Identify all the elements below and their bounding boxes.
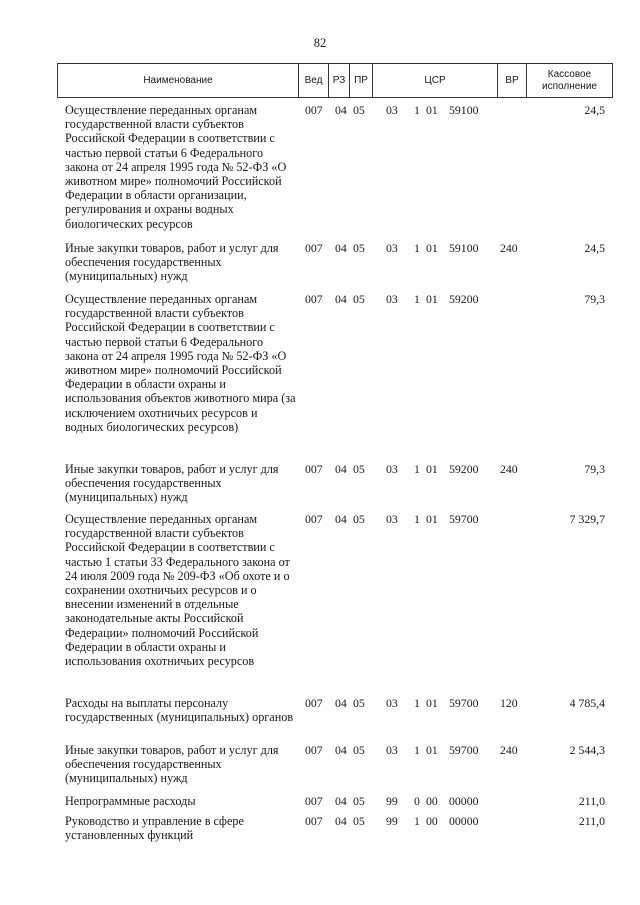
cell-csr-direction: 59100 [449, 241, 479, 255]
cell-sum: 24,5 [584, 103, 605, 117]
cell-ved: 007 [305, 743, 323, 757]
cell-csr-event: 01 [426, 512, 438, 526]
cell-sum: 211,0 [578, 814, 605, 828]
cell-csr-event: 01 [426, 462, 438, 476]
cell-rz: 04 [335, 462, 347, 476]
cell-pr: 05 [353, 696, 365, 710]
cell-sum: 7 329,7 [569, 512, 605, 526]
cell-vr: 240 [500, 241, 518, 255]
cell-pr: 05 [353, 241, 365, 255]
cell-sum: 211,0 [578, 794, 605, 808]
cell-sum: 24,5 [584, 241, 605, 255]
cell-csr-program: 99 [386, 794, 398, 808]
cell-vr: 120 [500, 696, 518, 710]
cell-sum: 79,3 [584, 292, 605, 306]
cell-csr-direction: 59100 [449, 103, 479, 117]
cell-rz: 04 [335, 512, 347, 526]
row-name: Осуществление переданных органам государственной власти субъектов Российской Федерации в соответствии с частью первой статьи 6 Федерального закона от 24 апреля 1995 года № 52-ФЗ «О животном мире» полномочий Российской Федерации в области организации, регулирования и охраны водных биологических ресурсов [65, 103, 287, 231]
cell-csr-direction: 59700 [449, 512, 479, 526]
cell-rz: 04 [335, 814, 347, 828]
cell-csr-direction: 59200 [449, 292, 479, 306]
cell-pr: 05 [353, 814, 365, 828]
cell-csr-direction: 59700 [449, 743, 479, 757]
cell-csr-subprogram: 1 [414, 462, 420, 476]
cell-pr: 05 [353, 462, 365, 476]
row-name: Осуществление переданных органам государственной власти субъектов Российской Федерации в соответствии с частью первой статьи 6 Федерального закона от 24 апреля 1995 года № 52-ФЗ «О животном мире» полномочий Российской Федерации в области охраны и использования объектов животного мира (за исключением охотничьих ресурсов и водных биологических ресурсов) [65, 292, 296, 434]
cell-csr-event: 01 [426, 292, 438, 306]
row-name: Иные закупки товаров, работ и услуг для обеспечения государственных (муниципальных) нужд [65, 743, 279, 786]
header-pr: ПР [350, 64, 373, 97]
cell-csr-event: 01 [426, 241, 438, 255]
row-name: Иные закупки товаров, работ и услуг для обеспечения государственных (муниципальных) нужд [65, 462, 279, 505]
cell-sum: 79,3 [584, 462, 605, 476]
cell-pr: 05 [353, 512, 365, 526]
row-name: Руководство и управление в сфере установленных функций [65, 814, 244, 843]
cell-csr-direction: 00000 [449, 794, 479, 808]
header-csr: ЦСР [373, 64, 498, 97]
cell-csr-event: 00 [426, 814, 438, 828]
cell-csr-program: 03 [386, 241, 398, 255]
cell-csr-program: 03 [386, 512, 398, 526]
header-name: Наименование [58, 64, 299, 97]
cell-rz: 04 [335, 743, 347, 757]
cell-rz: 04 [335, 292, 347, 306]
cell-rz: 04 [335, 103, 347, 117]
cell-ved: 007 [305, 794, 323, 808]
cell-vr: 240 [500, 462, 518, 476]
cell-pr: 05 [353, 743, 365, 757]
cell-csr-subprogram: 1 [414, 743, 420, 757]
cell-csr-program: 03 [386, 462, 398, 476]
cell-sum: 2 544,3 [569, 743, 605, 757]
row-name: Расходы на выплаты персоналу государственных (муниципальных) органов [65, 696, 294, 725]
cell-ved: 007 [305, 462, 323, 476]
row-name: Осуществление переданных органам государственной власти субъектов Российской Федерации в соответствии с частью 1 статьи 33 Федерального закона от 24 июля 2009 года № 209-ФЗ «Об охоте и о сохранении охотничьих ресурсов и о внесении изменений в отдельные законодательные акты Российской Федерации» полномочий Российской Федерации в области охраны и использования охотничьих ресурсов [65, 512, 290, 669]
row-name: Иные закупки товаров, работ и услуг для обеспечения государственных (муниципальных) нужд [65, 241, 279, 284]
cell-ved: 007 [305, 241, 323, 255]
cell-ved: 007 [305, 103, 323, 117]
cell-ved: 007 [305, 292, 323, 306]
cell-csr-subprogram: 1 [414, 241, 420, 255]
cell-csr-program: 03 [386, 696, 398, 710]
cell-ved: 007 [305, 696, 323, 710]
header-vr: ВР [498, 64, 527, 97]
header-ved: Вед [299, 64, 329, 97]
page-number: 82 [313, 36, 327, 50]
cell-csr-program: 03 [386, 292, 398, 306]
cell-sum: 4 785,4 [569, 696, 605, 710]
header-sum: Кассовое исполнение [542, 69, 597, 92]
cell-rz: 04 [335, 794, 347, 808]
cell-csr-event: 00 [426, 794, 438, 808]
cell-pr: 05 [353, 794, 365, 808]
cell-ved: 007 [305, 512, 323, 526]
cell-csr-subprogram: 1 [414, 292, 420, 306]
cell-csr-program: 03 [386, 743, 398, 757]
cell-csr-program: 99 [386, 814, 398, 828]
cell-csr-direction: 59700 [449, 696, 479, 710]
cell-pr: 05 [353, 103, 365, 117]
cell-csr-event: 01 [426, 743, 438, 757]
cell-ved: 007 [305, 814, 323, 828]
cell-csr-subprogram: 1 [414, 512, 420, 526]
row-name: Непрограммные расходы [65, 794, 196, 808]
cell-csr-event: 01 [426, 696, 438, 710]
cell-csr-subprogram: 1 [414, 103, 420, 117]
cell-csr-subprogram: 0 [414, 794, 420, 808]
cell-csr-direction: 00000 [449, 814, 479, 828]
cell-pr: 05 [353, 292, 365, 306]
cell-csr-subprogram: 1 [414, 696, 420, 710]
cell-rz: 04 [335, 241, 347, 255]
cell-csr-program: 03 [386, 103, 398, 117]
cell-vr: 240 [500, 743, 518, 757]
cell-rz: 04 [335, 696, 347, 710]
cell-csr-event: 01 [426, 103, 438, 117]
header-rz: РЗ [329, 64, 350, 97]
cell-csr-subprogram: 1 [414, 814, 420, 828]
table-header [57, 63, 613, 98]
cell-csr-direction: 59200 [449, 462, 479, 476]
